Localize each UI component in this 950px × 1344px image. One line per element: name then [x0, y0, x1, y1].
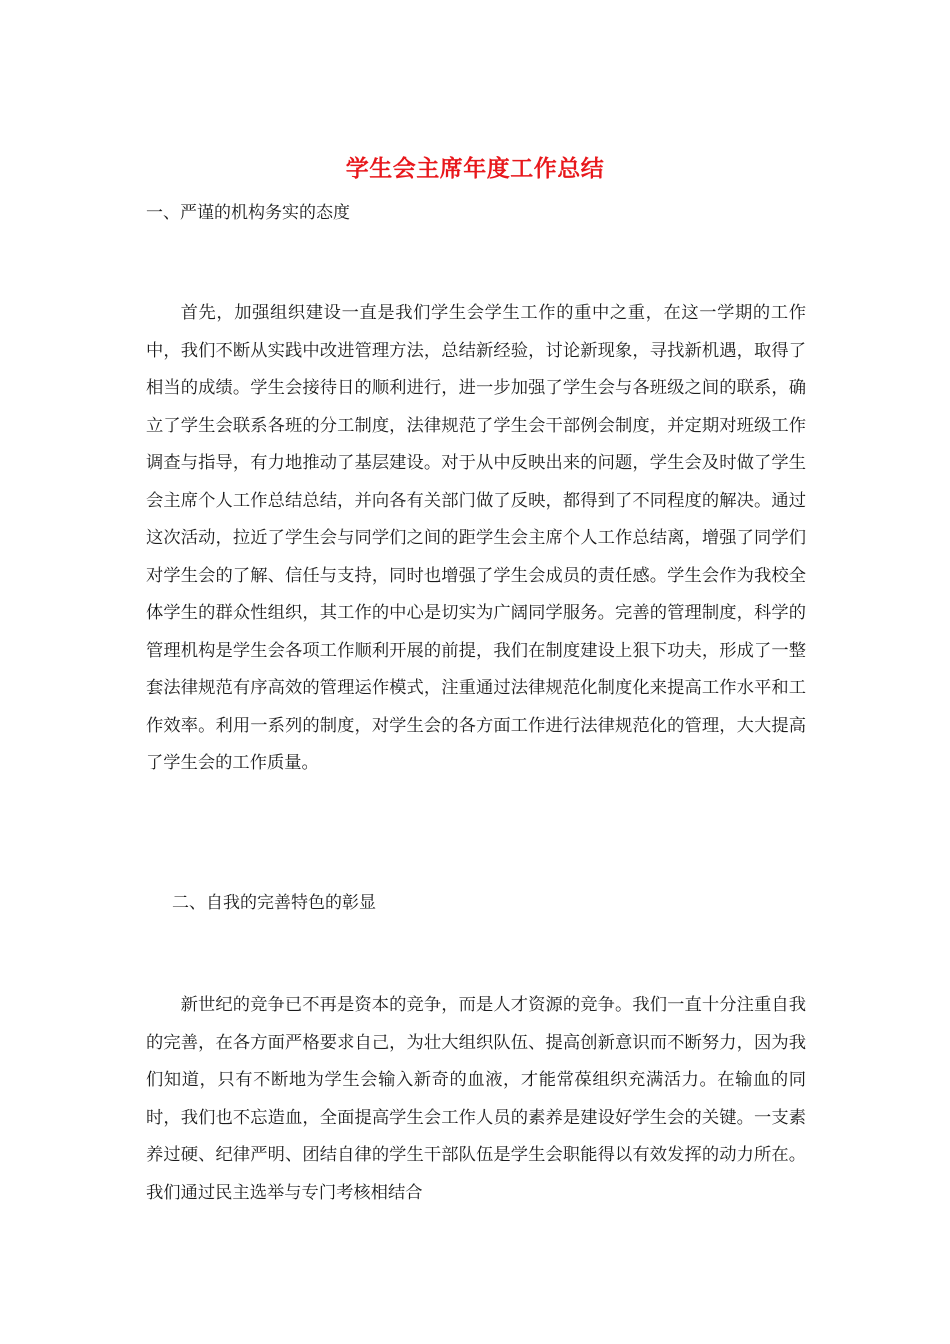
document-title: 学生会主席年度工作总结 [345, 156, 605, 182]
section-1-heading: 一、严谨的机构务实的态度 [146, 203, 350, 223]
section-2-paragraph: 新世纪的竞争已不再是资本的竞争，而是人才资源的竞争。我们一直十分注重自我的完善，在各方面严格要求自己，为壮大组织队伍、提高创新意识而不断努力，因为我们知道，只有不断地为学生会输入新奇的血液，才能常葆组织充满活力。在输血的同时，我们也不忘造血，全面提高学生会工作人员的素养是建设好学生会的关键。一支素养过硬、纪律严明、团结自律的学生干部队伍是学生会职能得以有效发挥的动力所在。我们通过民主选举与专门考核相结合 [146, 995, 806, 1203]
section-2-heading: 二、自我的完善特色的彰显 [172, 893, 376, 913]
section-1-paragraph: 首先，加强组织建设一直是我们学生会学生工作的重中之重，在这一学期的工作中，我们不断从实践中改进管理方法，总结新经验，讨论新现象，寻找新机遇，取得了相当的成绩。学生会接待日的顺利进行，进一步加强了学生会与各班级之间的联系，确立了学生会联系各班的分工制度，法律规范了学生会干部例会制度，并定期对班级工作调查与指导，有力地推动了基层建设。对于从中反映出来的问题，学生会及时做了学生会主席个人工作总结总结，并向各有关部门做了反映，都得到了不同程度的解决。通过这次活动，拉近了学生会与同学们之间的距学生会主席个人工作总结离，增强了同学们对学生会的了解、信任与支持，同时也增强了学生会成员的责任感。学生会作为我校全体学生的群众性组织，其工作的中心是切实为广阔同学服务。完善的管理制度，科学的管理机构是学生会各项工作顺利开展的前提，我们在制度建设上狠下功夫，形成了一整套法律规范有序高效的管理运作模式，注重通过法律规范化制度化来提高工作水平和工作效率。利用一系列的制度，对学生会的各方面工作进行法律规范化的管理，大大提高了学生会的工作质量。 [146, 303, 806, 773]
